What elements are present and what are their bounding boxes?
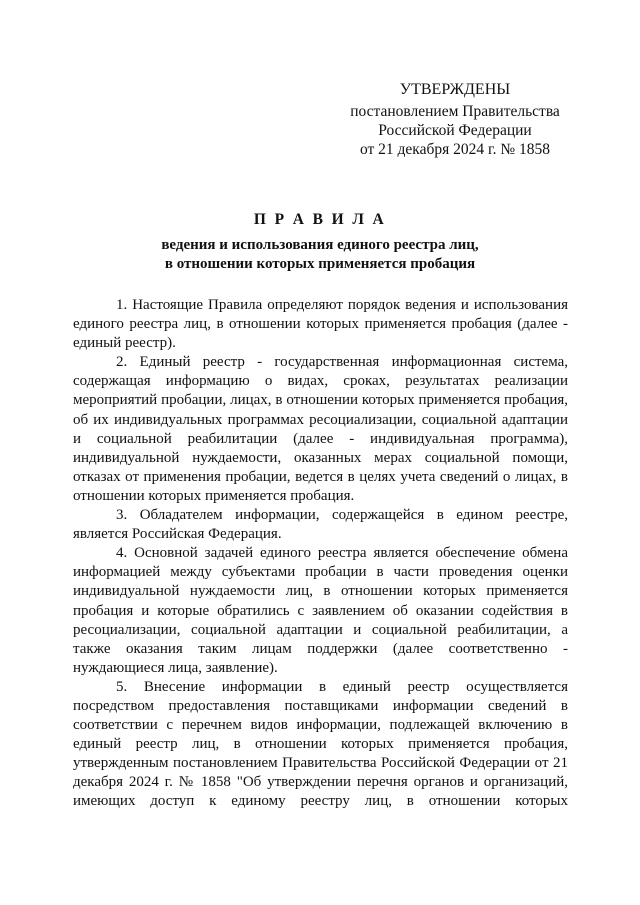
paragraph xyxy=(73,544,568,678)
document-body xyxy=(73,296,568,812)
paragraph-number: 2. xyxy=(116,354,128,371)
paragraph-text: Единый реестр - государственная информационная система, содержащая информацию о видах, сроках, результатах реализации мероприятий пробации, лицах, в отношении которых применяется пробация, об их индивидуальных программах ресоциализации, социальной адаптации и социальной реабилитации (далее - индивидуальная программа), индивидуальной нуждаемости, оказанных мерах социальной помощи, отказах от применения пробации, ведется в целях учета сведений о лицах, в отношении которых применяется пробация. xyxy=(73,354,568,504)
approval-stamp xyxy=(330,80,580,159)
paragraph-text: Внесение информации в единый реестр осуществляется посредством предоставления поставщиками информации сведений в соответствии с перечнем видов информации, подлежащей включению в единый реестр лиц, в отношении которых применяется пробация, утвержденным постановлением Правительства Российской Федерации от 21 декабря 2024 г. № 1858 "Об утверждении перечня органов и организаций, имеющих доступ к единому реестру лиц, в отношении которых xyxy=(73,678,568,810)
paragraph-text: Основной задачей единого реестра является обеспечение обмена информацией между субъектами пробации в части проведения оценки индивидуальной нуждаемости лиц, в отношении которых применяется пробация и которые обратились с заявлением об оказании содействия в ресоциализации, социальной адаптации и социальной реабилитации, а также оказания таким лицам поддержки (далее соответственно - нуждающиеся лица, заявление). xyxy=(73,545,568,676)
paragraph xyxy=(73,506,568,544)
paragraph-number: 3. xyxy=(116,507,128,524)
paragraph-text: Настоящие Правила определяют порядок ведения и использования единого реестра лиц, в отношении которых применяется пробация (далее - единый реестр). xyxy=(73,297,568,352)
paragraph xyxy=(73,296,568,353)
subtitle-line: ведения и использования единого реестра лиц, xyxy=(161,237,479,253)
paragraph-number: 5. xyxy=(116,678,128,695)
approval-line: от 21 декабря 2024 г. № 1858 xyxy=(359,141,551,158)
paragraph-text: Обладателем информации, содержащейся в едином реестре, является Российская Федерация. xyxy=(73,507,569,543)
subtitle-line: в отношении которых применяется пробация xyxy=(164,256,476,272)
paragraph-number: 1. xyxy=(116,297,128,313)
paragraph xyxy=(73,678,568,812)
paragraph-number: 4. xyxy=(116,545,128,562)
approval-heading: УТВЕРЖДЕНЫ xyxy=(399,81,511,98)
approval-line: Российской Федерации xyxy=(378,122,532,139)
approval-line: постановлением Правительства xyxy=(350,103,560,120)
document-title: П Р А В И Л А xyxy=(253,211,387,228)
paragraph xyxy=(73,353,568,506)
document-subtitle xyxy=(0,236,640,274)
